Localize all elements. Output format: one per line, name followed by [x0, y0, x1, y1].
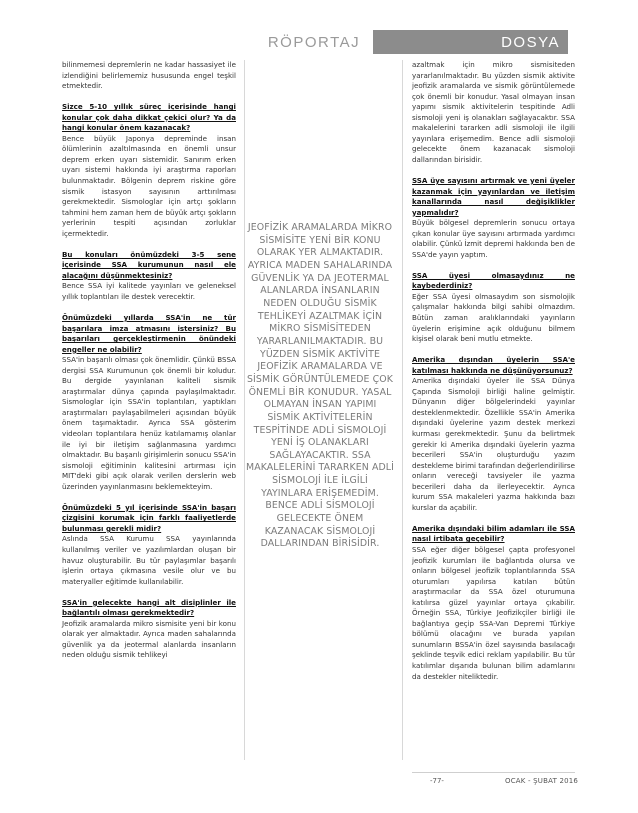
page-number: -77- — [430, 777, 444, 785]
interview-question: Amerika dışından üyelerin SSA'e katılması hakkında ne düşünüyorsunuz? — [412, 355, 575, 375]
section-label-dossier: DOSYA — [373, 30, 568, 54]
column-divider-left — [244, 60, 245, 760]
left-text-column — [62, 60, 236, 661]
interview-answer: Aslında SSA Kurumu SSA yayınlarında kullanılmış veriler ve yazılımlardan oluşan bir havuz oluşturabilir. Bu tür paylaşımlar başarılı işlerin ortaya çıkmasına vesile olur ve bu materyaller eğitimde kullanılabilir. — [62, 534, 236, 586]
interview-question: Önümüzdeki 5 yıl içerisinde SSA'in başarı çizgisini korumak için farklı faaliyetlerde bulunması gerekli midir? — [62, 502, 236, 533]
interview-answer: Bence büyük Japonya depreminde insan ölümlerinin azaltılmasında en önemli unsur deprem erken uyarı sistemidir. Sanırım erken uyarı sistemi hakkında iyi araştırma raporları bulunmaktadır. Bölgenin deprem riskine göre sismik istasyon sayısının arttırılması gerekmektedir. Sismologlar için artçı şokların tahmini hem zaman hem de büyük artçı şokların yerlerinin tespiti açısından zorluklar içermektedir. — [62, 133, 236, 238]
interview-question: Sizce 5-10 yıllık süreç içerisinde hangi konular çok daha dikkat çekici olur? Ya da hangi konular önem kazanacak? — [62, 102, 236, 133]
footer-rule — [412, 772, 575, 773]
right-text-column — [412, 60, 575, 682]
pull-quote: JEOFİZİK ARAMALARDA MİKRO SİSMİSİTE YENİ BİR KONU OLARAK YER ALMAKTADIR. AYRICA MADEN SAHALARINDA GÜVENLİK YA DA JEOTERMAL ALANLARDA İNSANLARIN NEDEN OLDUĞU SİSMİK TEHLİKEYİ AZALTMAK İÇİN MİKRO SİSMİSİTEDEN YARARLANILMAKTADIR. BU YÜZDEN SİSMİK AKTİVİTE JEOFİZİK ARAMALARDA VE SİSMİK GÖRÜNTÜLEMEDE ÇOK ÖNEMLİ BİR KONUDUR. YASAL OLMAYAN İNSAN YAPIMI SİSMİK AKTİVİTELERİN TESPİTİNDE ADLİ SİSMOLOJİ YENİ İŞ OLANAKLARI SAĞLAYACAKTIR. SSA MAKALELERİNİ TARARKEN ADLİ SİSMOLOJİ İLE İLGİLİ YAYINLARA ERİŞEMEDİM. BENCE ADLİ SİSMOLOJİ GELECEKTE ÖNEM KAZANACAK SİSMOLOJİ DALLARINDAN BİRİSİDİR. — [246, 222, 394, 550]
interview-question: SSA üye sayısını artırmak ve yeni üyeler kazanmak için yayınlardan ve iletişim kanallarında nasıl değişiklikler yapmalıdır? — [412, 175, 575, 217]
issue-date: OCAK - ŞUBAT 2016 — [505, 777, 579, 785]
interview-answer: Jeofizik aramalarda mikro sismisite yeni bir konu olarak yer almaktadır. Ayrıca maden sahalarında güvenlik ya da jeotermal alanlarda insanların neden olduğu sismik tehlikeyi — [62, 618, 236, 660]
interview-question: SSA üyesi olmasaydınız ne kaybederdiniz? — [412, 270, 575, 291]
interview-answer: Bence SSA iyi kalitede yayınları ve geleneksel yıllık toplantıları ile destek verecektir. — [62, 281, 236, 301]
interview-answer: Amerika dışındaki üyeler ile SSA Dünya Çapında Sismoloji birliği haline gelmiştir. Dünyanın diğer bölgelerindeki yayınlar desteklenmektedir. Özellikle SSA'in Amerika dışındaki üyelerine yazım destek merkezi kurması gerekmektedir. Şunu da belirtmek gerekir ki Amerika dışındaki üyelerin yazma becerileri SSA'in oluşturduğu yazım destekleme birimi tarafından değerlendirilirse onların vereceği tavsiyeler ile yazma becerileri daha da ilerleyecektir. Ayrıca kurum SSA makaleleri yazma hakkında bazı kurslar da açabilir. — [412, 376, 575, 512]
section-label-interview: RÖPORTAJ — [267, 33, 361, 51]
interview-question: SSA'in gelecekte hangi alt disiplinler ile bağlantılı olması gerekmektedir? — [62, 597, 236, 618]
interview-answer: SSA'in başarılı olması çok önemlidir. Çünkü BSSA dergisi SSA Kurumunun çok önemli bir koludur. Bu dergide yayınlanan kaliteli sismik araştırmalar dünya çapında paylaşılmaktadır. Sismologlar için SSA'in toplantıları, yaptıkları araştırmaları paylaşabilmeleri açısından büyük önem taşımaktadır. Ayrıca SSA gösterim videoları toplantılara henüz katılamamış olanlar ile iyi bir iletişim sağlanmasına yardımcı olmaktadır. Bu başarılı girişimlerin sonucu SSA'in sismoloji eğitiminin kalitesini artırması için MIT'deki gibi açık olarak verilen derslerin web üzerinden yayınlanmasını beklemekteyim. — [62, 355, 236, 491]
column-divider-right — [402, 60, 403, 760]
interview-question: Amerika dışındaki bilim adamları ile SSA nasıl irtibata geçebilir? — [412, 523, 575, 544]
interview-answer: Büyük bölgesel depremlerin sonucu ortaya çıkan konular üye sayısını artırmada yardımcı olabilir. Çünkü İzmit depremi hakkında ben de SSA'de yayın yaptım. — [412, 218, 575, 259]
interview-answer: azaltmak için mikro sismisiteden yararlanılmaktadır. Bu yüzden sismik aktivite jeofizik aramalarda ve sismik görüntülemede çok önemli bir konudur. Yasal olmayan insan yapımı sismik aktivitelerin tespitinde Adli sismoloji yeni iş olanakları sağlayacaktır. SSA makalelerini tararken adli sismoloji ile ilgili yayınlara erişemedim. Bence adli sismoloji gelecekte önem kazanacak sismoloji dallarından birisidir. — [412, 60, 575, 164]
interview-question: Önümüzdeki yıllarda SSA'in ne tür başarılara imza atmasını istersiniz? Bu başarıları gerçekleştirmenin önündeki engeller ne olabilir? — [62, 312, 236, 354]
interview-question: Bu konuları önümüzdeki 3-5 sene içerisinde SSA kurumunun nasıl ele alacağını düşünmektesiniz? — [62, 249, 236, 280]
interview-answer: Eğer SSA üyesi olmasaydım son sismolojik çalışmalar hakkında bilgi sahibi olmazdım. Bütün zaman aralıklarındaki yayınların üyelerin erişimine açık olduğunu bilmem kişisel olarak beni mutlu etmekte. — [412, 291, 575, 344]
interview-answer: SSA eğer diğer bölgesel çapta profesyonel jeofizik kurumları ile bağlantıda olursa ve onların bölgesel jeofizik toplantılarında SSA oturumları yapılırsa katılan bütün araştırmacılar da SSA özel oturumuna katılırsa güzel yayınlar ortaya çıkabilir. Örneğin SSA, Türkiye Jeofizikçiler birliği ile bağlantıya geçip SSA-Van Depremi Türkiye bölümü olacağını ve burada yapılan sunumların BSSA'in özel sayısında basılacağı şeklinde teşvik edici reklam yapılabilir. Bu tür katılımlar dışarıda bulunan bilim adamlarını da destekler niteliktedir. — [412, 544, 575, 681]
interview-answer: bilinmemesi depremlerin ne kadar hassasiyet ile izlendiğini belirlememiz hususunda engel teşkil etmektedir. — [62, 60, 236, 91]
